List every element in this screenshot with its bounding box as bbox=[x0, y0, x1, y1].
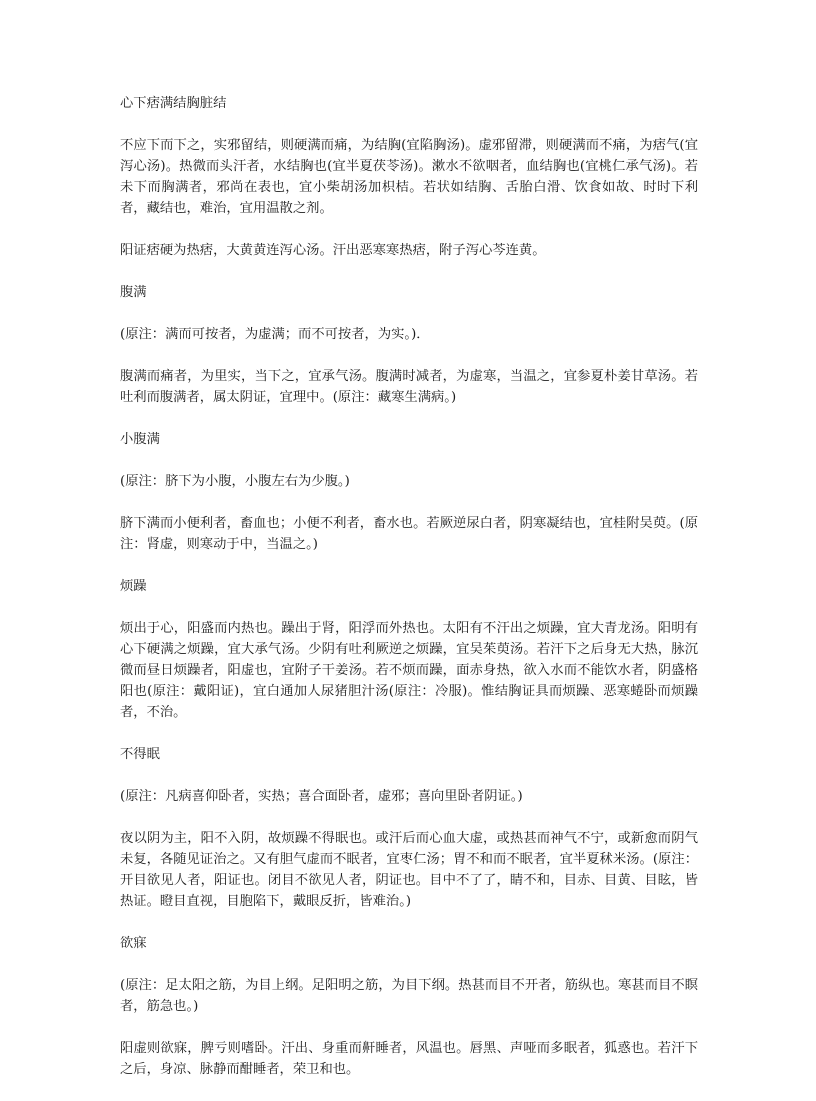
paragraph-fuman-note: (原注：满而可按者，为虚满；而不可按者，为实。)． bbox=[120, 327, 430, 342]
section-heading-xinxia-pi-man: 心下痞满结胸脏结 bbox=[120, 96, 227, 111]
paragraph-yumei-body: 阳虚则欲寐，脾亏则嗜卧。汗出、身重而鼾睡者，风温也。唇黑、声哑而多眠者，狐惑也。若汗下之后，身凉、脉静而酣睡者，荣卫和也。 bbox=[120, 1041, 698, 1077]
paragraph-budemian-body: 夜以阴为主，阳不入阴，故烦躁不得眠也。或汗后而心血大虚，或热甚而神气不宁，或新愈而阴气未复，各随见证治之。又有胆气虚而不眠者，宜枣仁汤；胃不和而不眠者，宜半夏秫米汤。(原注：开目欲见人者，阳证也。闭目不欲见人者，阴证也。目中不了了，睛不和，目赤、目黄、目眩，皆热证。瞪目直视，目胞陷下，戴眼反折，皆难治。) bbox=[120, 831, 698, 909]
paragraph-xiaofuman-body: 脐下满而小便利者，畜血也；小便不利者，畜水也。若厥逆尿白者，阴寒凝结也，宜桂附吴萸。(原注：肾虚，则寒动于中，当温之。) bbox=[120, 516, 698, 552]
section-heading-xiaofuman: 小腹满 bbox=[120, 432, 160, 447]
paragraph-yumei-note: (原注：足太阳之筋，为目上纲。足阳明之筋，为目下纲。热甚而目不开者，筋纵也。寒甚而目不瞑者，筋急也。) bbox=[120, 978, 698, 1014]
paragraph-fanzao-body: 烦出于心，阳盛而内热也。躁出于肾，阳浮而外热也。太阳有不汗出之烦躁，宜大青龙汤。阳明有心下硬满之烦躁，宜大承气汤。少阴有吐利厥逆之烦躁，宜吴茱萸汤。若汗下之后身无大热，脉沉微而昼日烦躁者，阳虚也，宜附子干姜汤。若不烦而躁，面赤身热，欲入水而不能饮水者，阴盛格阳也(原注：戴阳证)，宜白通加人尿猪胆汁汤(原注：冷服)。惟结胸证具而烦躁、恶寒蜷卧而烦躁者，不治。 bbox=[120, 621, 698, 720]
document-page bbox=[120, 93, 698, 1101]
paragraph-xiaofuman-note: (原注：脐下为小腹，小腹左右为少腹。) bbox=[120, 474, 350, 489]
section-heading-fanzao: 烦躁 bbox=[120, 579, 147, 594]
paragraph-repi: 阳证痞硬为热痞，大黄黄连泻心汤。汗出恶寒寒热痞，附子泻心芩连黄。 bbox=[120, 243, 546, 258]
paragraph-fuman-body: 腹满而痛者，为里实，当下之，宜承气汤。腹满时减者，为虚寒，当温之，宜参夏朴姜甘草汤。若吐利而腹满者，属太阴证，宜理中。(原注：藏寒生满病。) bbox=[120, 369, 698, 405]
paragraph-budemian-note: (原注：凡病喜仰卧者，实热；喜合面卧者，虚邪；喜向里卧者阴证。) bbox=[120, 789, 523, 804]
section-heading-budemian: 不得眠 bbox=[120, 747, 160, 762]
paragraph-jiexiong: 不应下而下之，实邪留结，则硬满而痛，为结胸(宜陷胸汤)。虚邪留滞，则硬满而不痛，为痞气(宜泻心汤)。热微而头汗者，水结胸也(宜半夏茯苓汤)。漱水不欲咽者，血结胸也(宜桃仁承气汤)。若未下而胸满者，邪尚在表也，宜小柴胡汤加枳桔。若状如结胸、舌胎白滑、饮食如故、时时下利者，藏结也，难治，宜用温散之剂。 bbox=[120, 138, 698, 216]
section-heading-fuman: 腹满 bbox=[120, 285, 147, 300]
section-heading-yumei: 欲寐 bbox=[120, 936, 147, 951]
